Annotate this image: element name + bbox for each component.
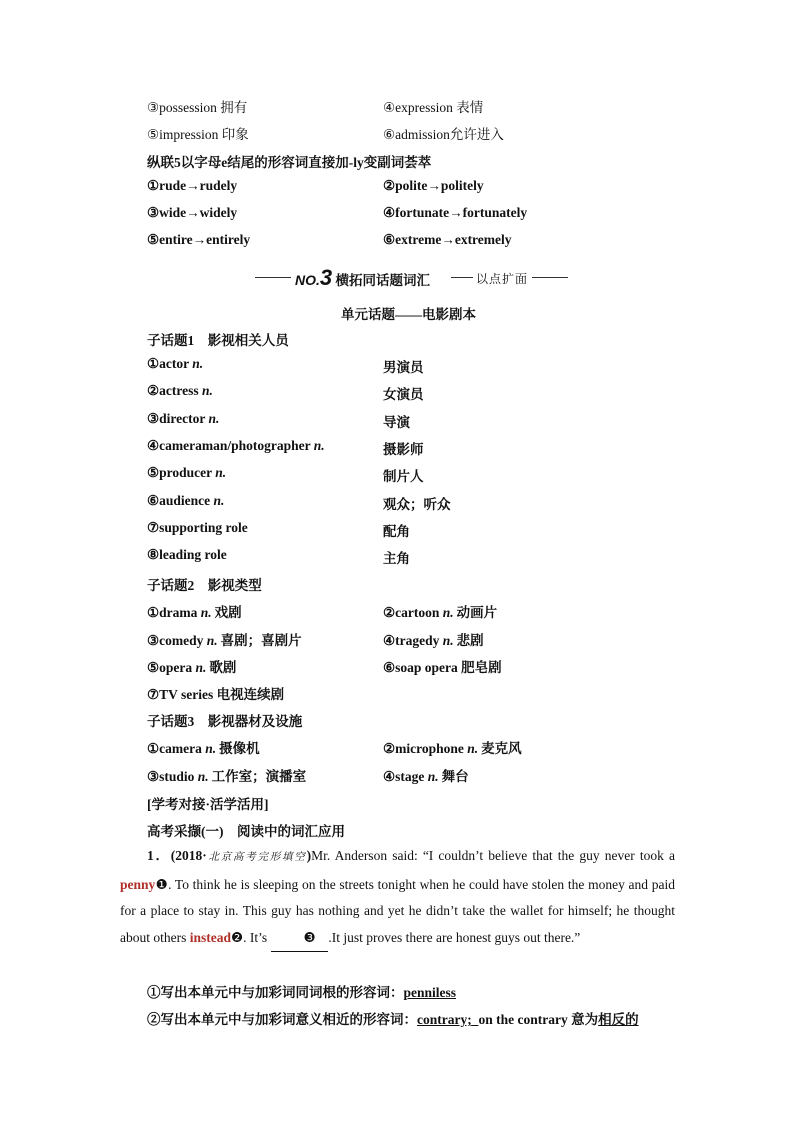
exam-tag: [学考对接·活学活用] xyxy=(147,797,269,812)
section-heading: NO.3 横拓同话题词汇 xyxy=(295,265,431,290)
list-item-meaning: 导演 xyxy=(383,415,410,430)
list-item-meaning: 女演员 xyxy=(383,387,424,402)
list-item-meaning: 制片人 xyxy=(383,469,424,484)
unit-topic: 单元话题——电影剧本 xyxy=(341,307,476,322)
list-item-meaning: 主角 xyxy=(383,551,410,566)
list-item: ②polite→politely xyxy=(383,178,484,193)
list-item: ④fortunate→fortunately xyxy=(383,205,528,220)
exam-title: 高考采撷(一) 阅读中的词汇应用 xyxy=(147,824,345,839)
list-item: ③director n. xyxy=(147,411,220,426)
subtopic-title: 子话题1 影视相关人员 xyxy=(147,333,289,348)
list-item: ③studio n. 工作室；演播室 xyxy=(147,769,307,784)
list-item: ①actor n. xyxy=(147,356,204,371)
list-item: ⑤producer n. xyxy=(147,465,227,480)
list-item: ⑥audience n. xyxy=(147,493,225,508)
list-item: ⑤impression 印象 xyxy=(147,127,249,142)
list-item: ④stage n. 舞台 xyxy=(383,769,469,784)
divider xyxy=(451,277,473,278)
highlight-word: penny xyxy=(120,876,156,892)
list-item: ③wide→widely xyxy=(147,205,238,220)
highlight-word: instead xyxy=(189,929,232,945)
rule-heading: 纵联5以字母e结尾的形容词直接加-ly变副词荟萃 xyxy=(147,155,432,170)
subtopic-title: 子话题3 影视器材及设施 xyxy=(147,714,303,729)
list-item: ②microphone n. 麦克风 xyxy=(383,741,522,756)
list-item: ⑦TV series 电视连续剧 xyxy=(147,687,285,702)
divider xyxy=(532,277,568,278)
question-2: ②写出本单元中与加彩词意义相近的形容词：contrary; on the contrary 意为相反的 xyxy=(147,1012,639,1027)
list-item: ②cartoon n. 动画片 xyxy=(383,605,498,620)
list-item: ⑤opera n. 歌剧 xyxy=(147,660,237,675)
subtopic-title: 子话题2 影视类型 xyxy=(147,578,262,593)
list-item: ③comedy n. 喜剧；喜剧片 xyxy=(147,633,302,648)
list-item-meaning: 配角 xyxy=(383,524,410,539)
list-item: ⑦supporting role xyxy=(147,520,248,535)
list-item: ①camera n. 摄像机 xyxy=(147,741,260,756)
answer-blank: ❸ xyxy=(271,925,329,953)
list-item: ①rude→rudely xyxy=(147,178,238,193)
list-item: ①drama n. 戏剧 xyxy=(147,605,242,620)
list-item: ⑥extreme→extremely xyxy=(383,232,512,247)
list-item: ②actress n. xyxy=(147,383,213,398)
reading-passage: 1．(2018·北京高考完形填空)Mr. Anderson said: “I couldn’t believe that the guy never took a penny❶. To think he is sleeping on the streets tonight when he could have stolen the money and paid for a place to stay in. This guy has nothing and yet he didn’t take the wallet for himself; he thought about others instead❷. It’s ❸ .It just proves there are honest guys out there.” xyxy=(120,843,675,952)
list-item: ⑥admission允许进入 xyxy=(383,127,504,142)
list-item: ④cameraman/photographer n. xyxy=(147,438,325,453)
list-item: ④expression 表情 xyxy=(383,100,484,115)
list-item: ⑧leading role xyxy=(147,547,227,562)
list-item: ⑤entire→entirely xyxy=(147,232,251,247)
divider xyxy=(255,277,291,278)
list-item: ⑥soap opera 肥皂剧 xyxy=(383,660,502,675)
list-item: ③possession 拥有 xyxy=(147,100,248,115)
list-item-meaning: 观众；听众 xyxy=(383,497,451,512)
section-subtitle: 以点扩面 xyxy=(476,272,529,286)
list-item-meaning: 男演员 xyxy=(383,360,424,375)
question-1: ①写出本单元中与加彩词同词根的形容词：penniless xyxy=(147,985,457,1000)
list-item-meaning: 摄影师 xyxy=(383,442,424,457)
list-item: ④tragedy n. 悲剧 xyxy=(383,633,484,648)
